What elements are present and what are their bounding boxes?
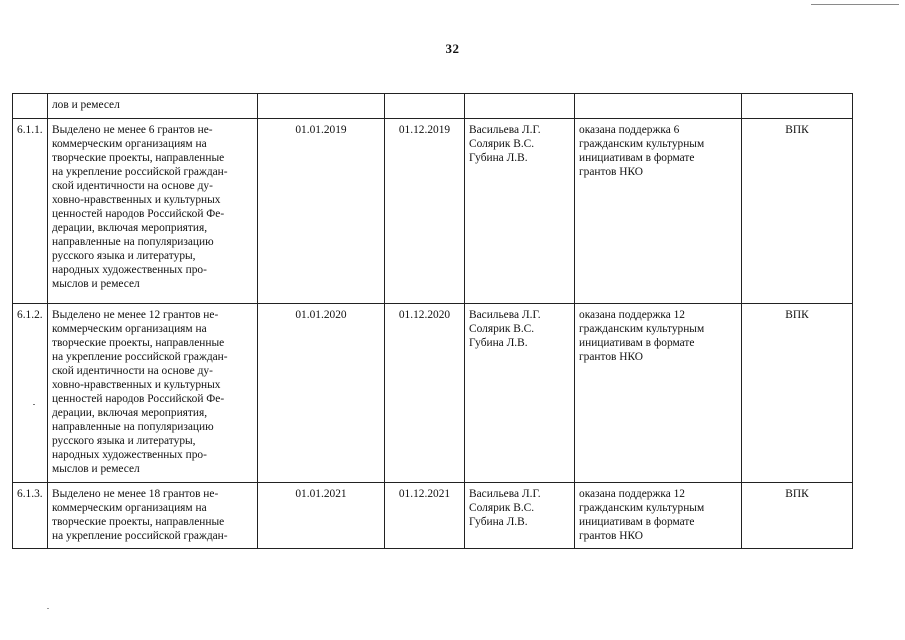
cell-end-date: 01.12.2020: [385, 304, 465, 483]
cell-result: [575, 94, 742, 119]
cell-num: 6.1.3.: [13, 483, 48, 549]
table-row-continuation: [13, 94, 853, 119]
table-row: [13, 119, 853, 304]
cell-kpi: ВПК: [742, 483, 853, 549]
cell-result: оказана поддержка 12 гражданским культурным инициативам в формате грантов НКО: [575, 304, 742, 483]
cell-description: Выделено не менее 12 грантов не- коммерческим организациям на творческие проекты, направленные на укрепление российской граждан- ской идентичности на основе ду- ховно-нравственных и культурных ценностей народов Российской Фе- дерации, включая мероприятия, направленные на популяризацию русского языка и литературы, народных художественных про- мыслов и ремесел: [48, 304, 258, 483]
cell-start-date: 01.01.2021: [258, 483, 385, 549]
cell-description: Выделено не менее 18 грантов не- коммерческим организациям на творческие проекты, направленные на укрепление российской граждан-: [48, 483, 258, 549]
cell-responsible: [465, 94, 575, 119]
cell-num: 6.1.1.: [13, 119, 48, 304]
cell-description: Выделено не менее 6 грантов не- коммерческим организациям на творческие проекты, направленные на укрепление российской граждан- ской идентичности на основе ду- ховно-нравственных и культурных ценностей народов Российской Фе- дерации, включая мероприятия, направленные на популяризацию русского языка и литературы, народных художественных про- мыслов и ремесел: [48, 119, 258, 304]
cell-kpi: ВПК: [742, 304, 853, 483]
cell-result: оказана поддержка 6 гражданским культурным инициативам в формате грантов НКО: [575, 119, 742, 304]
scan-edge-line: [811, 4, 899, 5]
cell-result: оказана поддержка 12 гражданским культурным инициативам в формате грантов НКО: [575, 483, 742, 549]
cell-end-date: 01.12.2019: [385, 119, 465, 304]
scan-speck: [47, 608, 49, 609]
cell-description: лов и ремесел: [48, 94, 258, 119]
cell-responsible: Васильева Л.Г. Солярик В.С. Губина Л.В.: [465, 304, 575, 483]
cell-start-date: 01.01.2019: [258, 119, 385, 304]
cell-end-date: 01.12.2021: [385, 483, 465, 549]
cell-responsible: Васильева Л.Г. Солярик В.С. Губина Л.В.: [465, 119, 575, 304]
scan-speck: [33, 404, 35, 405]
cell-kpi: ВПК: [742, 119, 853, 304]
cell-start-date: 01.01.2020: [258, 304, 385, 483]
cell-num: 6.1.2.: [13, 304, 48, 483]
cell-num: [13, 94, 48, 119]
cell-start-date: [258, 94, 385, 119]
table-row: [13, 483, 853, 549]
cell-responsible: Васильева Л.Г. Солярик В.С. Губина Л.В.: [465, 483, 575, 549]
cell-end-date: [385, 94, 465, 119]
table-row: [13, 304, 853, 483]
page-number: 32: [445, 41, 460, 56]
cell-kpi: [742, 94, 853, 119]
activities-table: [12, 93, 853, 549]
